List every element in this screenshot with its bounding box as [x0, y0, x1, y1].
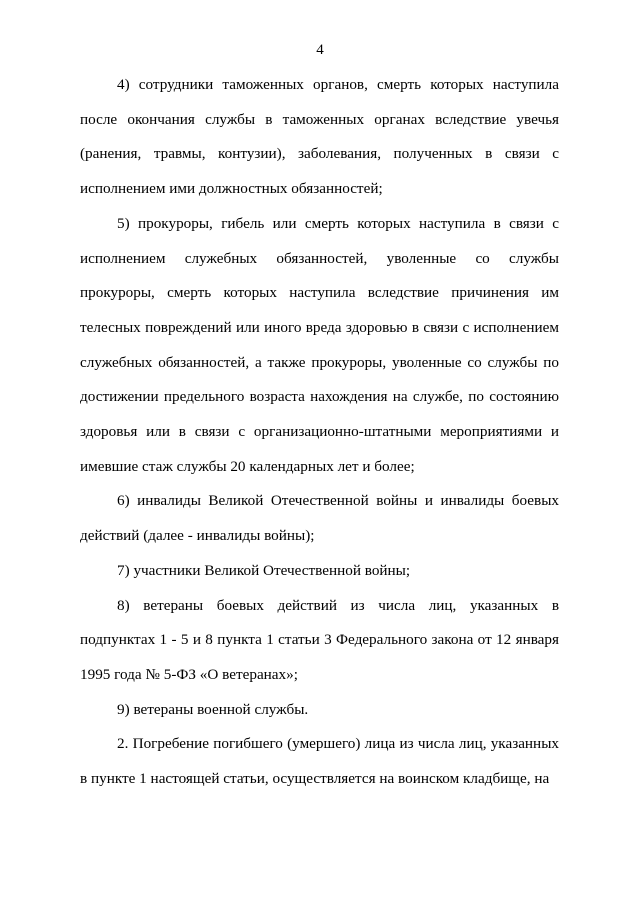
paragraph-item-8-combat-veterans: 8) ветераны боевых действий из числа лиц, указанных в подпунктах 1 - 5 и 8 пункта 1 статьи 3 Федерального закона от 12 января 1995 года № 5-ФЗ «О ветеранах»;	[80, 596, 559, 683]
paragraph-item-9-military-veterans: 9) ветераны военной службы.	[117, 700, 309, 718]
paragraph-item-4-customs-officers: 4) сотрудники таможенных органов, смерть которых наступила после окончания службы в таможенных органах вследствие увечья (ранения, травмы, контузии), заболевания, полученных в связи с исполнением ими должностных обязанностей;	[80, 76, 559, 198]
paragraph-item-5-prosecutors: 5) прокуроры, гибель или смерть которых наступила в связи с исполнением служебных обязанностей, уволенные со службы прокуроры, смерть которых наступила вследствие причинения им телесных повреждений или иного вреда здоровью в связи с исполнением служебных обязанностей, а также прокуроры, уволенные со службы по достижении предельного возраста нахождения на службе, по состоянию здоровья или в связи с организационно-штатными мероприятиями и имевшие стаж службы 20 календарных лет и более;	[80, 214, 559, 475]
page-number: 4	[316, 42, 324, 58]
paragraph-item-6-war-invalids: 6) инвалиды Великой Отечественной войны и инвалиды боевых действий (далее - инвалиды войны);	[80, 492, 559, 545]
document-body	[80, 68, 559, 797]
paragraph-section-2-burial: 2. Погребение погибшего (умершего) лица из числа лиц, указанных в пункте 1 настоящей статьи, осуществляется на воинском кладбище, на	[80, 735, 559, 788]
paragraph-item-7-war-participants: 7) участники Великой Отечественной войны;	[117, 561, 411, 579]
